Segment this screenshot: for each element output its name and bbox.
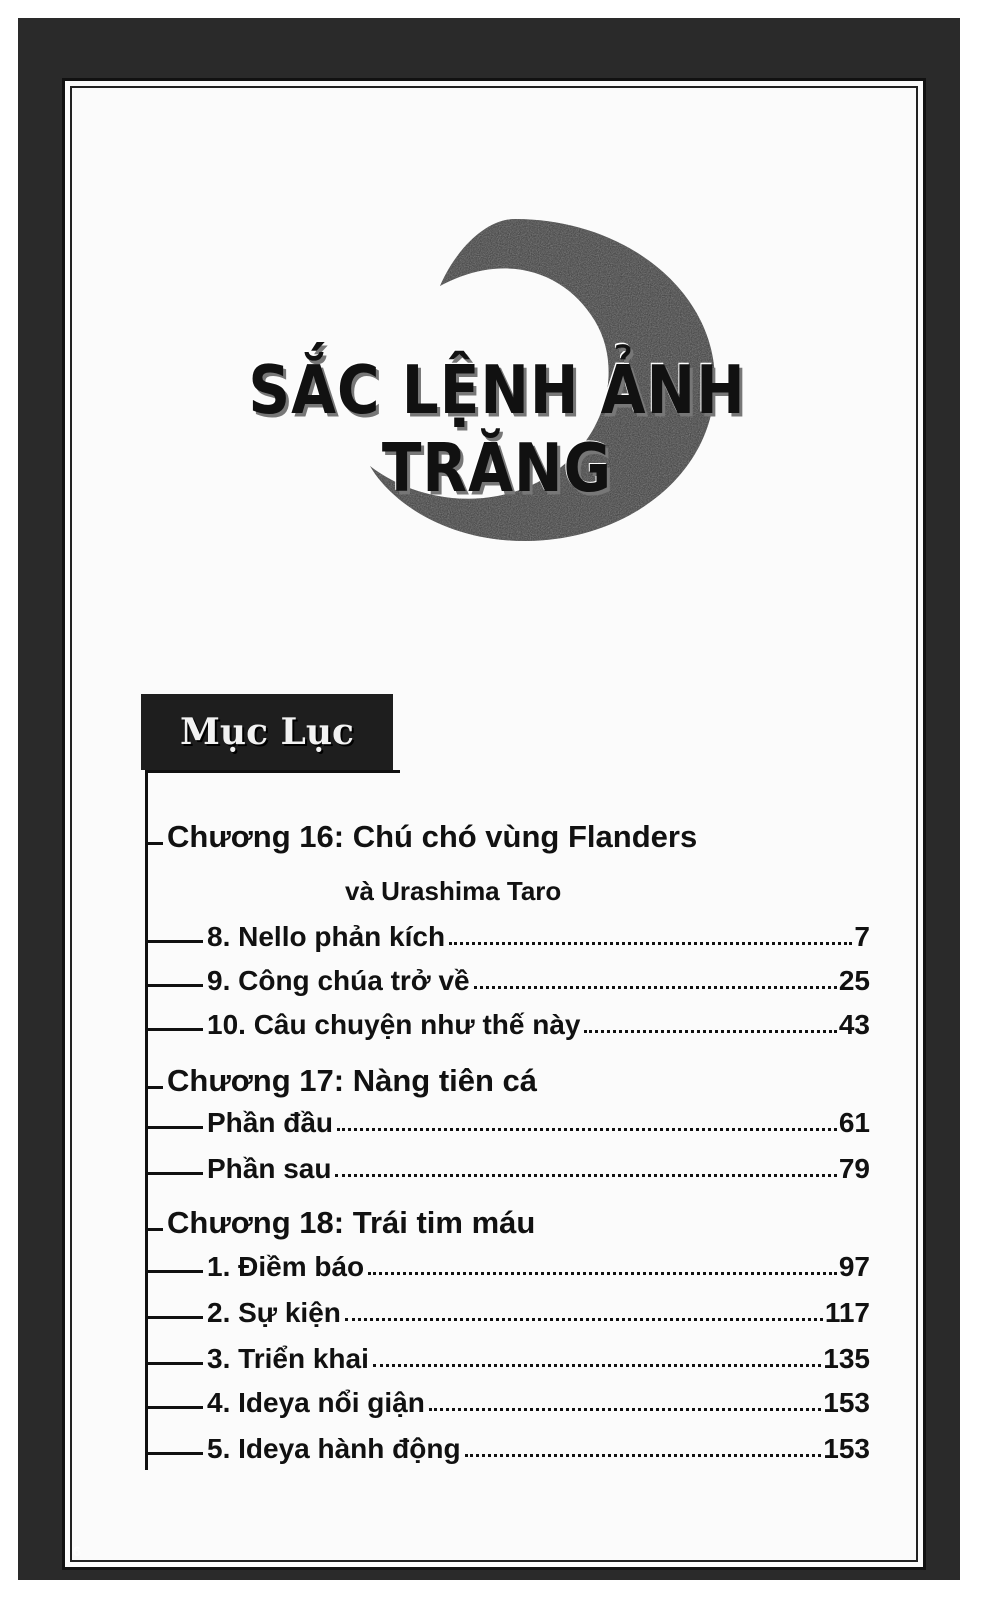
toc-item-page: 43 — [838, 1009, 870, 1040]
toc-item-page: 79 — [838, 1153, 870, 1184]
chapter-title-continued: và Urashima Taro — [345, 876, 562, 906]
toc-item[interactable] — [145, 1153, 870, 1185]
toc-leader-dots — [584, 1030, 836, 1033]
book-page — [62, 78, 926, 1570]
toc-header — [141, 694, 393, 770]
toc-leader-dots — [373, 1364, 821, 1367]
toc-dash — [145, 1406, 203, 1409]
toc-item[interactable] — [145, 1251, 870, 1283]
toc-chapter-18[interactable] — [145, 1205, 705, 1241]
chapter-title: Chương 17: Nàng tiên cá — [167, 1063, 538, 1098]
toc-dash — [145, 1362, 203, 1365]
toc-leader-dots — [335, 1174, 836, 1177]
toc-dash — [145, 1028, 203, 1031]
toc-item-label: Phần sau — [207, 1153, 332, 1184]
toc-leader-dots — [337, 1128, 837, 1131]
toc-dash — [145, 1086, 163, 1089]
toc-chapter-16[interactable] — [145, 819, 705, 855]
toc-leader-dots — [465, 1454, 822, 1457]
chapter-title: Chương 18: Trái tim máu — [167, 1205, 536, 1240]
page-number: 6 — [73, 1543, 81, 1559]
toc-item-label: 10. Câu chuyện như thế này — [207, 1009, 581, 1040]
toc-item-label: 8. Nello phản kích — [207, 921, 446, 952]
toc-dash — [145, 1126, 203, 1129]
toc-leader-dots — [449, 942, 852, 945]
toc-item-label: 2. Sự kiện — [207, 1297, 341, 1328]
toc-item-page: 135 — [823, 1343, 870, 1374]
toc-item-page: 153 — [823, 1433, 870, 1464]
toc-item-page: 117 — [824, 1297, 870, 1328]
toc-item[interactable] — [145, 921, 870, 953]
toc-item[interactable] — [145, 1009, 870, 1041]
toc-dash — [145, 1228, 163, 1231]
toc-item[interactable] — [145, 965, 870, 997]
toc-item-page: 97 — [838, 1251, 870, 1282]
toc-leader-dots — [474, 986, 837, 989]
toc-item[interactable] — [145, 1343, 870, 1375]
toc-item-page: 61 — [838, 1107, 870, 1138]
toc-item[interactable] — [145, 1107, 870, 1139]
toc-dash — [145, 1316, 203, 1319]
toc-item-label: 3. Triển khai — [207, 1343, 369, 1374]
toc-top-rule — [145, 770, 400, 773]
toc-chapter-17[interactable] — [145, 1063, 705, 1099]
toc-dash — [145, 1452, 203, 1455]
toc-leader-dots — [345, 1318, 823, 1321]
toc-item-label: 1. Điềm báo — [207, 1251, 365, 1282]
toc-item-label: Phần đầu — [207, 1107, 334, 1138]
toc-dash — [145, 940, 203, 943]
toc-item-label: 5. Ideya hành động — [207, 1433, 461, 1464]
book-title: SẮC LỆNH ẢNH TRĂNG — [248, 350, 746, 508]
toc-item-page: 153 — [823, 1387, 870, 1418]
toc-item-page: 7 — [854, 921, 870, 952]
toc-leader-dots — [429, 1408, 821, 1411]
toc-item-label: 9. Công chúa trở về — [207, 965, 470, 996]
toc-header-label: Mục Lục — [180, 711, 354, 753]
toc-item-page: 25 — [838, 965, 870, 996]
chapter-title: Chương 16: Chú chó vùng Flanders — [167, 819, 698, 854]
toc-dash — [145, 842, 163, 845]
toc-dash — [145, 984, 203, 987]
toc-item-label: 4. Ideya nổi giận — [207, 1387, 425, 1418]
toc-dash — [145, 1270, 203, 1273]
toc-item[interactable] — [145, 1297, 870, 1329]
toc-item[interactable] — [145, 1433, 870, 1465]
toc-item[interactable] — [145, 1387, 870, 1419]
toc-dash — [145, 1172, 203, 1175]
toc-leader-dots — [368, 1272, 837, 1275]
